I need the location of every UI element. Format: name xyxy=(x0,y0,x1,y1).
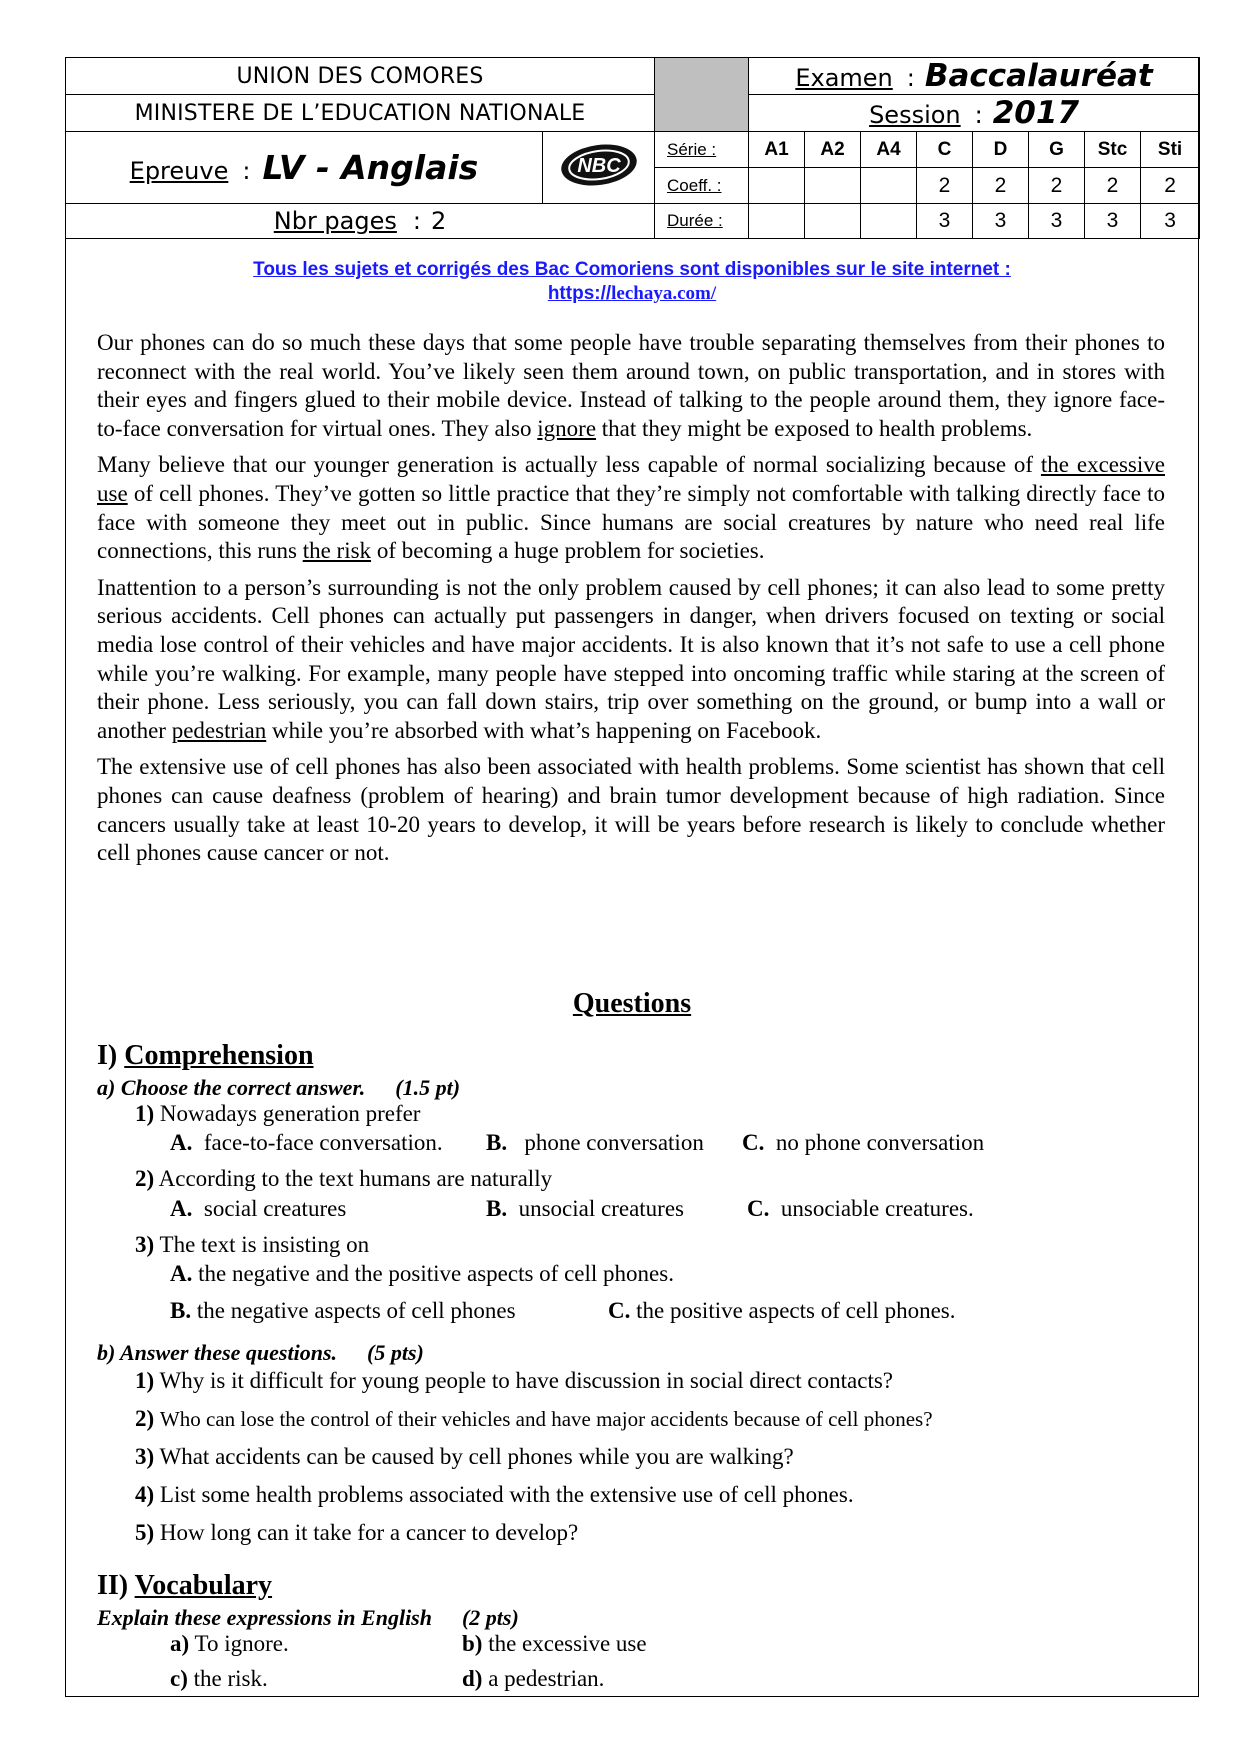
section-2-subheading: Explain these expressions in English (2 pts) xyxy=(97,1605,519,1630)
vocab-a: a) To ignore. xyxy=(170,1631,289,1656)
duree-A1 xyxy=(749,204,805,239)
q2-option-a: A. social creatures xyxy=(170,1196,347,1221)
b-question-4: 4) List some health problems associated with the extensive use of cell phones. xyxy=(135,1482,854,1507)
duree-A4 xyxy=(861,204,917,239)
section-1b-heading: b) Answer these questions. (5 pts) xyxy=(97,1340,424,1365)
section-1-heading: I) Comprehension xyxy=(97,1040,314,1071)
q2-option-c: C. unsociable creatures. xyxy=(747,1196,974,1221)
q3-option-b: B. the negative aspects of cell phones xyxy=(170,1298,516,1323)
site-note-line1[interactable]: Tous les sujets et corrigés des Bac Comoriens sont disponibles sur le site internet : xyxy=(253,259,1011,280)
q1-option-a: A. face-to-face conversation. xyxy=(170,1130,443,1155)
nbr-pages-cell: Nbr pages : 2 xyxy=(66,204,655,239)
b-question-2: 2) Who can lose the control of their vehicles and have major accidents because of cell phones? xyxy=(135,1406,933,1431)
q1-option-b: B. phone conversation xyxy=(486,1130,704,1155)
nbr-pages-label: Nbr pages xyxy=(273,207,397,235)
coeff-D: 2 xyxy=(973,168,1029,204)
q1: 1) Nowadays generation prefer xyxy=(135,1101,421,1126)
coeff-C: 2 xyxy=(917,168,973,204)
serie-Stc: Stc xyxy=(1085,132,1141,168)
nbc-logo xyxy=(556,140,642,195)
questions-title: Questions xyxy=(572,988,692,1019)
duree-Sti: 3 xyxy=(1141,204,1200,239)
coeff-A1 xyxy=(749,168,805,204)
q2-option-b: B. unsocial creatures xyxy=(486,1196,684,1221)
coeff-G: 2 xyxy=(1029,168,1085,204)
coeff-label: Coeff. : xyxy=(655,168,749,204)
epreuve-value: LV - Anglais xyxy=(262,148,479,187)
vocab-b: b) the excessive use xyxy=(462,1631,647,1656)
q3: 3) The text is insisting on xyxy=(135,1232,370,1257)
paragraph-4: The extensive use of cell phones has also been associated with health problems. Some scientist has shown that cell phones can cause deafness (problem of hearing) and brain tumor development because of high radiation. Since cancers usually take at least 10-20 years to develop, it will be years before research is likely to conclude whether cell phones cause cancer or not. xyxy=(97,754,1165,866)
serie-D: D xyxy=(973,132,1029,168)
epreuve-cell: Epreuve : LV - Anglais xyxy=(66,132,543,204)
serie-label: Série : xyxy=(655,132,749,168)
serie-G: G xyxy=(1029,132,1085,168)
section-1a-heading: a) Choose the correct answer. (1.5 pt) xyxy=(97,1075,461,1100)
session-cell: Session : 2017 xyxy=(749,95,1200,132)
reading-passage xyxy=(97,329,1165,876)
serie-A1: A1 xyxy=(749,132,805,168)
session-value: 2017 xyxy=(992,95,1080,131)
exam-header-table xyxy=(65,57,1200,239)
vocab-c: c) the risk. xyxy=(170,1666,268,1691)
duree-A2 xyxy=(805,204,861,239)
duree-Stc: 3 xyxy=(1085,204,1141,239)
duree-G: 3 xyxy=(1029,204,1085,239)
coeff-A4 xyxy=(861,168,917,204)
grey-cell xyxy=(655,58,749,132)
paragraph-1: Our phones can do so much these days that some people have trouble separating themselves from their phones to reconnect with the real world. You’ve likely seen them around town, on public transportation, and in stores with their eyes and fingers glued to their mobile device. Instead of talking to the people around them, they ignore face-to-face conversation for virtual ones. They also ignore that they might be exposed to health problems. xyxy=(97,330,1165,441)
exam-value: Baccalauréat xyxy=(924,58,1153,94)
serie-C: C xyxy=(917,132,973,168)
ministry-name: MINISTERE DE L’EDUCATION NATIONALE xyxy=(66,95,655,132)
b-question-3: 3) What accidents can be caused by cell phones while you are walking? xyxy=(135,1444,794,1469)
country-name: UNION DES COMORES xyxy=(66,58,655,95)
duree-C: 3 xyxy=(917,204,973,239)
vocab-d: d) a pedestrian. xyxy=(462,1666,605,1691)
session-label: Session xyxy=(869,101,961,129)
site-note-link[interactable]: https://lechaya.com/ xyxy=(547,283,717,304)
b-question-5: 5) How long can it take for a cancer to develop? xyxy=(135,1520,579,1545)
coeff-Sti: 2 xyxy=(1141,168,1200,204)
duree-label: Durée : xyxy=(655,204,749,239)
serie-Sti: Sti xyxy=(1141,132,1200,168)
section-2-heading: II) Vocabulary xyxy=(97,1570,273,1601)
epreuve-label: Epreuve xyxy=(129,157,229,185)
exam-cell: Examen : Baccalauréat xyxy=(749,58,1200,95)
logo-cell xyxy=(543,132,655,204)
b-question-1: 1) Why is it difficult for young people to have discussion in social direct contacts? xyxy=(135,1368,893,1393)
nbr-pages-value: 2 xyxy=(430,207,447,235)
q3-option-c: C. the positive aspects of cell phones. xyxy=(608,1298,956,1323)
coeff-A2 xyxy=(805,168,861,204)
svg-text:NBC: NBC xyxy=(576,155,621,177)
q3-option-a: A. the negative and the positive aspects of cell phones. xyxy=(170,1261,674,1286)
paragraph-3: Inattention to a person’s surrounding is not the only problem caused by cell phones; it can also lead to some pretty serious accidents. Cell phones can actually put passengers in danger, when drivers focused on texting or social media lose control of their vehicles and have major accidents. It is also known that it’s not safe to use a cell phone while you’re walking. For example, many people have stepped into oncoming traffic while staring at the screen of their phone. Less seriously, you can fall down stairs, trip over something on the ground, or bump into a wall or another pedestrian while you’re absorbed with what’s happening on Facebook. xyxy=(97,574,1165,743)
exam-label: Examen xyxy=(795,64,893,92)
duree-D: 3 xyxy=(973,204,1029,239)
q2: 2) According to the text humans are naturally xyxy=(135,1166,553,1191)
serie-A4: A4 xyxy=(861,132,917,168)
q1-option-c: C. no phone conversation xyxy=(742,1130,985,1155)
coeff-Stc: 2 xyxy=(1085,168,1141,204)
paragraph-2: Many believe that our younger generation is actually less capable of normal socializing because of the excessive use of cell phones. They’ve gotten so little practice that they’re simply not comfortable with talking directly face to face with someone they meet out in public. Since humans are social creatures by nature who need real life connections, this runs the risk of becoming a huge problem for societies. xyxy=(97,452,1165,564)
serie-A2: A2 xyxy=(805,132,861,168)
